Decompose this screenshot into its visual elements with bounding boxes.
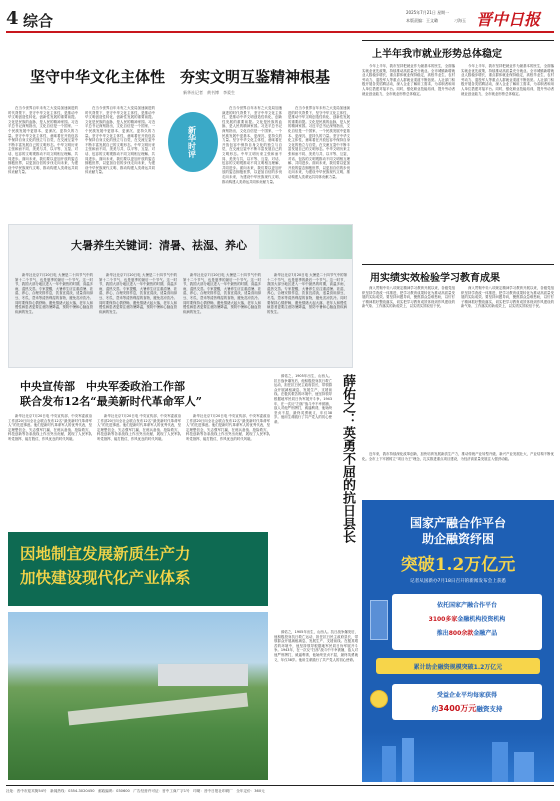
header-proof: 刁海玉 bbox=[454, 18, 466, 23]
xue-body-col2: 薛佑之，1905年出生，山西人。抗日战争爆发后，他积极投身抗日救亡运动，担任抗日民主政府县长，带领群众开展减租减息、发展生产、支援前线。在极其艰苦的环境中，他坚持领导根据地军民同日伪军展开斗争。1943年，在一次反“扫荡”战斗中不幸被捕，敌人对他严刑拷打，威逼利诱，他始终坚贞不屈，最终英勇就义，年仅38岁。他用生命践行了共产党人的初心使命。 bbox=[274, 630, 358, 662]
banner-line1: 因地制宜发展新质生产力 bbox=[20, 544, 191, 563]
ad-block2-text: 累计助企融资规模突破1.2万亿元 bbox=[413, 664, 503, 671]
ad-skyline bbox=[362, 732, 554, 782]
photo-buildings bbox=[158, 664, 248, 686]
ad-skyline-tower1 bbox=[382, 746, 396, 782]
lead-title: 坚守中华文化主体性 夯实文明互鉴精神根基 bbox=[30, 68, 331, 86]
employment-body-col2: 今年上半年，我市坚持把就业作为最基本的民生，全面落实就业优先政策，持续推动高质量充分就业。全市城镇新增就业人数稳步增长，重点群体就业保持稳定，高校毕业生、农村劳动力、退役军人等重点人群就业渠道不断拓宽。人社部门积极开展各类招聘活动，深入企业了解用工需求，为求职者和用人单位搭建对接平台。同时，强化职业技能培训，提升劳动者就业创业能力，全市就业形势总体稳定。 bbox=[461, 64, 554, 96]
xue-title: 薛佑之：英勇不屈的抗日县长 bbox=[340, 374, 355, 543]
summer-body-col1: 新华社北京7月20日电 大暑是二十四节气中的第十二个节气，也是夏季的最后一个节气。这一时节，我国大部分地区进入一年中最热的时期，高温多雨，湿热交蒸。专家提醒，大暑养生应注重清暑、祛湿、养心，合理安排作息，饮食宜清淡，适量食用绿豆、冬瓜、薏米等清热利湿的食物，避免贪凉饮冷。同时要保持心情舒畅，避免情绪大起大落，老年人和慢性病患者更要注意防暑降温，预防中暑和心脑血管疾病的发生。 bbox=[15, 273, 93, 314]
lead-body-col1: 在当今世界百年未有之大变局加速演进的时代背景下，坚守中华文化主体性，是推动中华文明创造性转化、创新性发展的重要前提。文化是民族的血脉，是人民的精神家园。习近平总书记深刻指出，文化自信是一个国家、一个民族发展中更基本、更深沉、更持久的力量。坚守中华文化主体性，意味着在开放包容中保持自身文化的独立与自觉，在交流互鉴中不断丰富发展自己的文明形态。中华文明历来主张和而不同、美美与共，以平等、互鉴、对话、包容的文明观推动不同文明相互理解、共同进步。面向未来，我们要以更加开放的姿态拥抱世界，以更加自信的步伐走向未来，为建设中华民族现代文明、推动构建人类命运共同体贡献力量。 bbox=[8, 106, 78, 175]
ad-skyline-tower2 bbox=[402, 738, 414, 782]
military-body-col3: 新华社北京7月20日电 中央宣传部、中央军委政治工作部20日向全社会联合发布12名“最美新时代革命军人”的先进事迹。他们是新时代革命军人的优秀代表，坚定理想信念，矢志强军打赢，在练兵备战、抢险救灾、科技创新等各条战线上作出突出贡献，展现了人民军队听党指挥、能打胜仗、作风优良的时代风貌。 bbox=[186, 414, 270, 441]
industry-body: 近年来，我市持续深化改革创新，加快培育发展新质生产力，推动传统产业转型升级、新兴产业发展壮大，产业结构不断优化。全市上下牢固树立“项目为王”理念，扎实推进重点项目建设，为经济高质量发展注入强劲动能。 bbox=[362, 452, 554, 461]
ad-title-line1: 国家产融合作平台 bbox=[409, 516, 506, 530]
ad-block3-line1: 受益企业平均每家获得 bbox=[436, 692, 497, 699]
footer-text: 社址：晋中市迎宾街54号 新闻热线：0354-3020450 邮政编码：030600 广告经营许可证：晋中工商广字1号 印刷：晋中日报社印刷厂 全年定价：360元 bbox=[6, 789, 265, 793]
study-rule bbox=[362, 264, 554, 265]
ad-block1-line3-pre: 推出 bbox=[436, 630, 449, 637]
military-body-col2: 新华社北京7月20日电 中央宣传部、中央军委政治工作部20日向全社会联合发布12名“最美新时代革命军人”的先进事迹。他们是新时代革命军人的优秀代表，坚定理想信念，矢志强军打赢，在练兵备战、抢险救灾、科技创新等各条战线上作出突出贡献，展现了人民军队听党指挥、能打胜仗、作风优良的时代风貌。 bbox=[97, 414, 181, 441]
lead-body-col4: 在当今世界百年未有之大变局加速演进的时代背景下，坚守中华文化主体性，是推动中华文明创造性转化、创新性发展的重要前提。文化是民族的血脉，是人民的精神家园。习近平总书记深刻指出，文化自信是一个国家、一个民族发展中更基本、更深沉、更持久的力量。坚守中华文化主体性，意味着在开放包容中保持自身文化的独立与自觉，在交流互鉴中不断丰富发展自己的文明形态。中华文明历来主张和而不同、美美与共，以平等、互鉴、对话、包容的文明观推动不同文明相互理解、共同进步。面向未来，我们要以更加开放的姿态拥抱世界，以更加自信的步伐走向未来，为建设中华民族现代文明、推动构建人类命运共同体贡献力量。 bbox=[288, 106, 350, 179]
policy-banner bbox=[8, 532, 268, 606]
military-body-col1: 新华社北京7月20日电 中央宣传部、中央军委政治工作部20日向全社会联合发布12名“最美新时代革命军人”的先进事迹。他们是新时代革命军人的优秀代表，坚定理想信念，矢志强军打赢，在练兵备战、抢险救灾、科技创新等各条战线上作出突出贡献，展现了人民军队听党指挥、能打胜仗、作风优良的时代风貌。 bbox=[8, 414, 92, 441]
lead-article bbox=[8, 40, 353, 253]
ad-block1-line3-highlight: 800余款 bbox=[448, 630, 474, 637]
ad-block1-line3-post: 金融产品 bbox=[473, 630, 498, 637]
photo-green-field bbox=[8, 612, 268, 780]
ad-block3-line2-post: 融资支持 bbox=[476, 705, 503, 713]
ad-block1-line3 bbox=[392, 628, 542, 637]
lead-byline: 新华社记者 黄书博 李爱生 bbox=[183, 90, 235, 95]
photo-road bbox=[68, 693, 248, 726]
ad-block1 bbox=[392, 594, 542, 650]
page-number: 4 bbox=[6, 8, 19, 29]
ad-amount: 突破1.2万亿元 bbox=[400, 555, 516, 575]
employment-title: 上半年我市就业形势总体稳定 bbox=[372, 49, 502, 60]
ad-coin-icon bbox=[370, 690, 388, 708]
summer-body-col3: 新华社北京7月20日电 大暑是二十四节气中的第十二个节气，也是夏季的最后一个节气。这一时节，我国大部分地区进入一年中最热的时期，高温多雨，湿热交蒸。专家提醒，大暑养生应注重清暑、祛湿、养心，合理安排作息，饮食宜清淡，适量食用绿豆、冬瓜、薏米等清热利湿的食物，避免贪凉饮冷。同时要保持心情舒畅，避免情绪大起大落，老年人和慢性病患者更要注意防暑降温，预防中暑和心脑血管疾病的发生。 bbox=[183, 273, 261, 314]
ad-block1-line1: 依托国家产融合作平台 bbox=[436, 602, 497, 609]
ad-block1-line2 bbox=[392, 614, 542, 623]
lead-body-col2: 在当今世界百年未有之大变局加速演进的时代背景下，坚守中华文化主体性，是推动中华文明创造性转化、创新性发展的重要前提。文化是民族的血脉，是人民的精神家园。习近平总书记深刻指出，文化自信是一个国家、一个民族发展中更基本、更深沉、更持久的力量。坚守中华文化主体性，意味着在开放包容中保持自身文化的独立与自觉，在交流互鉴中不断丰富发展自己的文明形态。中华文明历来主张和而不同、美美与共，以平等、互鉴、对话、包容的文明观推动不同文明相互理解、共同进步。面向未来，我们要以更加开放的姿态拥抱世界，以更加自信的步伐走向未来，为建设中华民族现代文明、推动构建人类命运共同体贡献力量。 bbox=[85, 106, 155, 175]
summer-article bbox=[8, 224, 353, 368]
study-article bbox=[362, 264, 554, 449]
military-title-line1: 中央宣传部 中央军委政治工作部 bbox=[20, 380, 185, 393]
ad-skyline-tower3 bbox=[492, 742, 508, 782]
ad-block3 bbox=[392, 684, 542, 720]
newspaper-logo: 晋中日报 bbox=[476, 10, 541, 29]
ad-block1-highlight: 3100多家 bbox=[428, 616, 458, 623]
industry-article bbox=[362, 452, 554, 498]
ad-block3-line2-pre: 约 bbox=[431, 705, 439, 713]
employment-article bbox=[362, 40, 554, 262]
ad-title-line2: 助企融资纾困 bbox=[421, 532, 494, 546]
finance-ad bbox=[362, 500, 554, 782]
ad-block3-highlight: 3400万元 bbox=[438, 704, 477, 713]
summer-body-col2: 新华社北京7月20日电 大暑是二十四节气中的第十二个节气，也是夏季的最后一个节气。这一时节，我国大部分地区进入一年中最热的时期，高温多雨，湿热交蒸。专家提醒，大暑养生应注重清暑、祛湿、养心，合理安排作息，饮食宜清淡，适量食用绿豆、冬瓜、薏米等清热利湿的食物，避免贪凉饮冷。同时要保持心情舒畅，避免情绪大起大落，老年人和慢性病患者更要注意防暑降温，预防中暑和心脑血管疾病的发生。 bbox=[99, 273, 177, 314]
banner-line2: 加快建设现代化产业体系 bbox=[20, 568, 191, 587]
lead-body-col3: 在当今世界百年未有之大变局加速演进的时代背景下，坚守中华文化主体性，是推动中华文明创造性转化、创新性发展的重要前提。文化是民族的血脉，是人民的精神家园。习近平总书记深刻指出，文化自信是一个国家、一个民族发展中更基本、更深沉、更持久的力量。坚守中华文化主体性，意味着在开放包容中保持自身文化的独立与自觉，在交流互鉴中不断丰富发展自己的文明形态。中华文明历来主张和而不同、美美与共，以平等、互鉴、对话、包容的文明观推动不同文明相互理解、共同进步。面向未来，我们要以更加开放的姿态拥抱世界，以更加自信的步伐走向未来，为建设中华民族现代文明、推动构建人类命运共同体贡献力量。 bbox=[222, 106, 282, 184]
header-date: 2025年7月21日 星期一 bbox=[406, 10, 450, 15]
study-title: 用实绩实效检验学习教育成果 bbox=[370, 273, 500, 284]
xue-body-col1: 薛佑之，1905年出生，山西人。抗日战争爆发后，他积极投身抗日救亡运动，担任抗日民主政府县长，带领群众开展减租减息、发展生产、支援前线。在极其艰苦的环境中，他坚持领导根据地军民同日伪军展开斗争。1943年，在一次反“扫荡”战斗中不幸被捕，敌人对他严刑拷打，威逼利诱，他始终坚贞不屈，最终英勇就义，年仅38岁。他用生命践行了共产党人的初心使命。 bbox=[274, 374, 332, 424]
military-article bbox=[8, 374, 270, 524]
military-title-line2: 联合发布12名“最美新时代革命军人” bbox=[20, 395, 202, 408]
lead-badge bbox=[168, 112, 218, 172]
employment-body-col1: 今年上半年，我市坚持把就业作为最基本的民生，全面落实就业优先政策，持续推动高质量充分就业。全市城镇新增就业人数稳步增长，重点群体就业保持稳定，高校毕业生、农村劳动力、退役军人等重点人群就业渠道不断拓宽。人社部门积极开展各类招聘活动，深入企业了解用工需求，为求职者和用人单位搭建对接平台。同时，强化职业技能培训，提升劳动者就业创业能力，全市就业形势总体稳定。 bbox=[362, 64, 455, 96]
summer-body-col4: 新华社北京7月20日电 大暑是二十四节气中的第十二个节气，也是夏季的最后一个节气。这一时节，我国大部分地区进入一年中最热的时期，高温多雨，湿热交蒸。专家提醒，大暑养生应注重清暑、祛湿、养心，合理安排作息，饮食宜清淡，适量食用绿豆、冬瓜、薏米等清热利湿的食物，避免贪凉饮冷。同时要保持心情舒畅，避免情绪大起大落，老年人和慢性病患者更要注意防暑降温，预防中暑和心脑血管疾病的发生。 bbox=[267, 273, 347, 314]
ad-block2 bbox=[376, 658, 540, 674]
section-name: 综合 bbox=[23, 12, 54, 30]
header-rule bbox=[6, 31, 554, 33]
header-editor: 本版责编：王文璐 bbox=[406, 18, 438, 23]
ad-block3-line2 bbox=[392, 703, 542, 714]
summer-image bbox=[259, 225, 352, 259]
study-body-col2: 深入贯彻中央八项规定精神学习教育开展以来，各级党组织坚持学查改一体推进，把学习教育成果转化为推动高质量发展的实际成效。要坚持问题导向，聚焦群众急难愁盼，以钉钉子精神抓好整改落实，切实把学习教育成效体现到作风建设的新气象、工作落实的新成效上，以实绩实效取信于民。 bbox=[461, 286, 554, 309]
xue-article bbox=[274, 374, 358, 782]
summer-title: 大暑养生关键词：清暑、祛湿、养心 bbox=[71, 239, 247, 252]
ad-skyline-tower4 bbox=[514, 752, 534, 782]
footer-rule bbox=[6, 785, 554, 786]
ad-block1-line2-post: 金融机构投资机构 bbox=[457, 616, 506, 623]
study-body-col1: 深入贯彻中央八项规定精神学习教育开展以来，各级党组织坚持学查改一体推进，把学习教育成果转化为推动高质量发展的实际成效。要坚持问题导向，聚焦群众急难愁盼，以钉钉子精神抓好整改落实，切实把学习教育成效体现到作风建设的新气象、工作落实的新成效上，以实绩实效取信于民。 bbox=[362, 286, 455, 309]
ad-note: 记者从国新办7月18日召开的新闻发布会上获悉 bbox=[409, 579, 507, 584]
ad-building-icon bbox=[370, 600, 388, 640]
lead-badge-label: 新华时评 bbox=[187, 126, 198, 158]
page-header bbox=[6, 6, 554, 32]
employment-rule bbox=[362, 40, 554, 41]
